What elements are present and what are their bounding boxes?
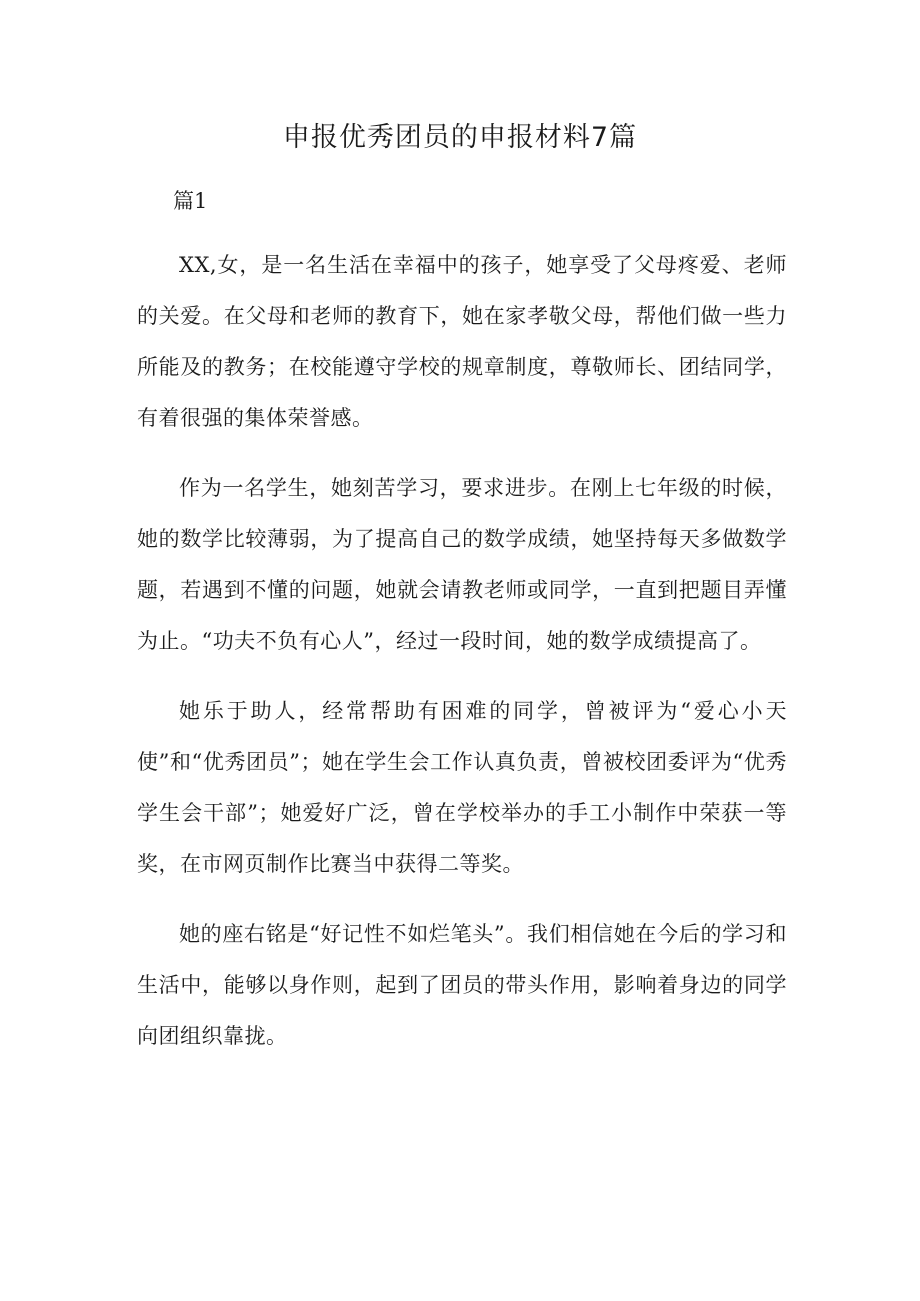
document-title: 申报优秀团员的申报材料7篇 (282, 122, 638, 153)
paragraph-3: 她乐于助人，经常帮助有困难的同学，曾被评为“爱心小天使”和“优秀团员”；她在学生会工作认真负责，曾被校团委评为“优秀学生会干部”；她爱好广泛，曾在学校举办的手工小制作中荣获一等奖，在市网页制作比赛当中获得二等奖。 (137, 699, 787, 876)
paragraph-2: 作为一名学生，她刻苦学习，要求进步。在刚上七年级的时候，她的数学比较薄弱，为了提高自己的数学成绩，她坚持每天多做数学题，若遇到不懂的问题，她就会请教老师或同学，一直到把题目弄懂为止。“功夫不负有心人”，经过一段时间，她的数学成绩提高了。 (137, 476, 787, 653)
document-body (137, 240, 787, 1081)
section-heading: 篇1 (173, 189, 208, 213)
paragraph-1: XX,女，是一名生活在幸福中的孩子，她享受了父母疼爱、老师的关爱。在父母和老师的教育下，她在家孝敬父母，帮他们做一些力所能及的教务；在校能遵守学校的规章制度，尊敬师长、团结同学，有着很强的集体荣誉感。 (137, 253, 787, 430)
paragraph-4: 她的座右铭是“好记性不如烂笔头”。我们相信她在今后的学习和生活中，能够以身作则，起到了团员的带头作用，影响着身边的同学向团组织靠拢。 (137, 922, 787, 1048)
